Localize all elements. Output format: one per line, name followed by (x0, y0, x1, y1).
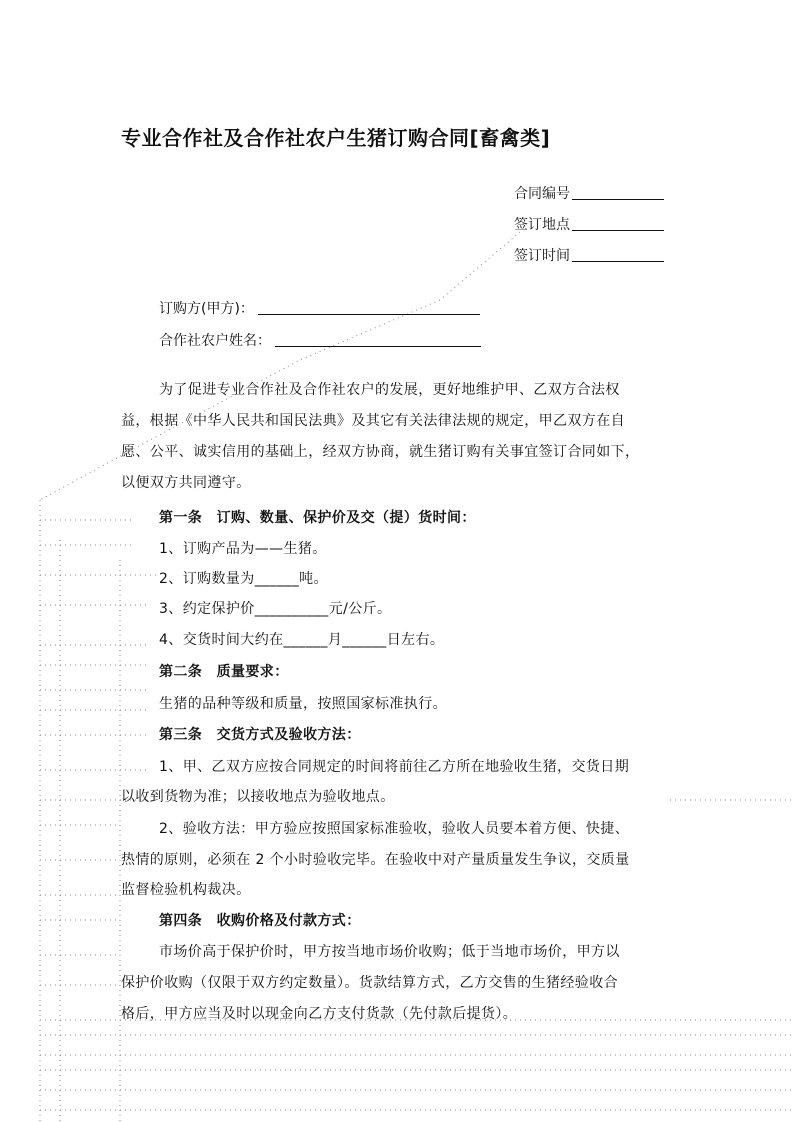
article-2-heading: 第二条 质量要求： (159, 664, 289, 680)
farmer-row (159, 330, 481, 350)
sign-time-blank (572, 247, 664, 262)
article-3-line: 监督检验机构裁决。 (121, 882, 251, 898)
preamble-line: 愿、公平、诚实信用的基础上，经双方协商，就生猪订购有关事宜签订合同如下， (121, 444, 640, 460)
article-1-heading: 第一条 订购、数量、保护价及交（提）货时间： (159, 510, 476, 526)
article-3-line: 以收到货物为准；以接收地点为验收地点。 (121, 789, 395, 805)
contract-number-label: 合同编号 (514, 186, 570, 202)
buyer-label: 订购方(甲方)： (159, 301, 254, 317)
article-1-item: 2、订购数量为______吨。 (159, 571, 328, 587)
sign-place-label: 签订地点 (514, 217, 570, 233)
buyer-row (159, 298, 480, 318)
farmer-label: 合作社农户姓名： (159, 333, 271, 349)
article-4-line: 保护价收购（仅限于双方约定数量）。货款结算方式，乙方交售的生猪经验收合 (121, 975, 618, 991)
article-3-line: 2、验收方法：甲方验应按照国家标准验收，验收人员要本着方便、快捷、 (159, 821, 630, 837)
sign-time-label: 签订时间 (514, 248, 570, 264)
article-1-item: 1、订购产品为——生猪。 (159, 541, 327, 557)
sign-place-row (514, 214, 664, 234)
article-3-line: 1、甲、乙双方应按合同规定的时间将前往乙方所在地验收生猪，交货日期 (159, 759, 630, 775)
preamble-line: 以便双方共同遵守。 (121, 475, 251, 491)
article-4-line: 格后，甲方应当及时以现金向乙方支付货款（先付款后提货）。 (121, 1006, 518, 1022)
article-4-heading: 第四条 收购价格及付款方式： (159, 913, 361, 929)
contract-number-row (514, 183, 664, 203)
article-1-item: 3、约定保护价__________元/公斤。 (159, 601, 392, 617)
article-1-item: 4、交货时间大约在______月______日左右。 (159, 632, 445, 648)
sign-place-blank (572, 216, 664, 231)
article-4-line: 市场价高于保护价时，甲方按当地市场价收购；低于当地市场价，甲方以 (159, 944, 620, 960)
buyer-blank (258, 300, 480, 315)
contract-number-blank (572, 185, 664, 200)
article-3-line: 热情的原则，必须在 2 个小时验收完毕。在验收中对产量质量发生争议，交质量 (121, 852, 630, 868)
farmer-blank (275, 332, 481, 347)
preamble-line: 益，根据《中华人民共和国民法典》及其它有关法律法规的规定，甲乙双方在自 (121, 413, 625, 429)
article-3-heading: 第三条 交货方式及验收方法： (159, 727, 361, 743)
preamble-line: 为了促进专业合作社及合作社农户的发展，更好地维护甲、乙双方合法权 (159, 382, 620, 398)
sign-time-row (514, 245, 664, 265)
document-title: 专业合作社及合作社农户生猪订购合同[畜禽类] (121, 126, 551, 150)
article-2-text: 生猪的品种等级和质量，按照国家标准执行。 (159, 696, 447, 712)
